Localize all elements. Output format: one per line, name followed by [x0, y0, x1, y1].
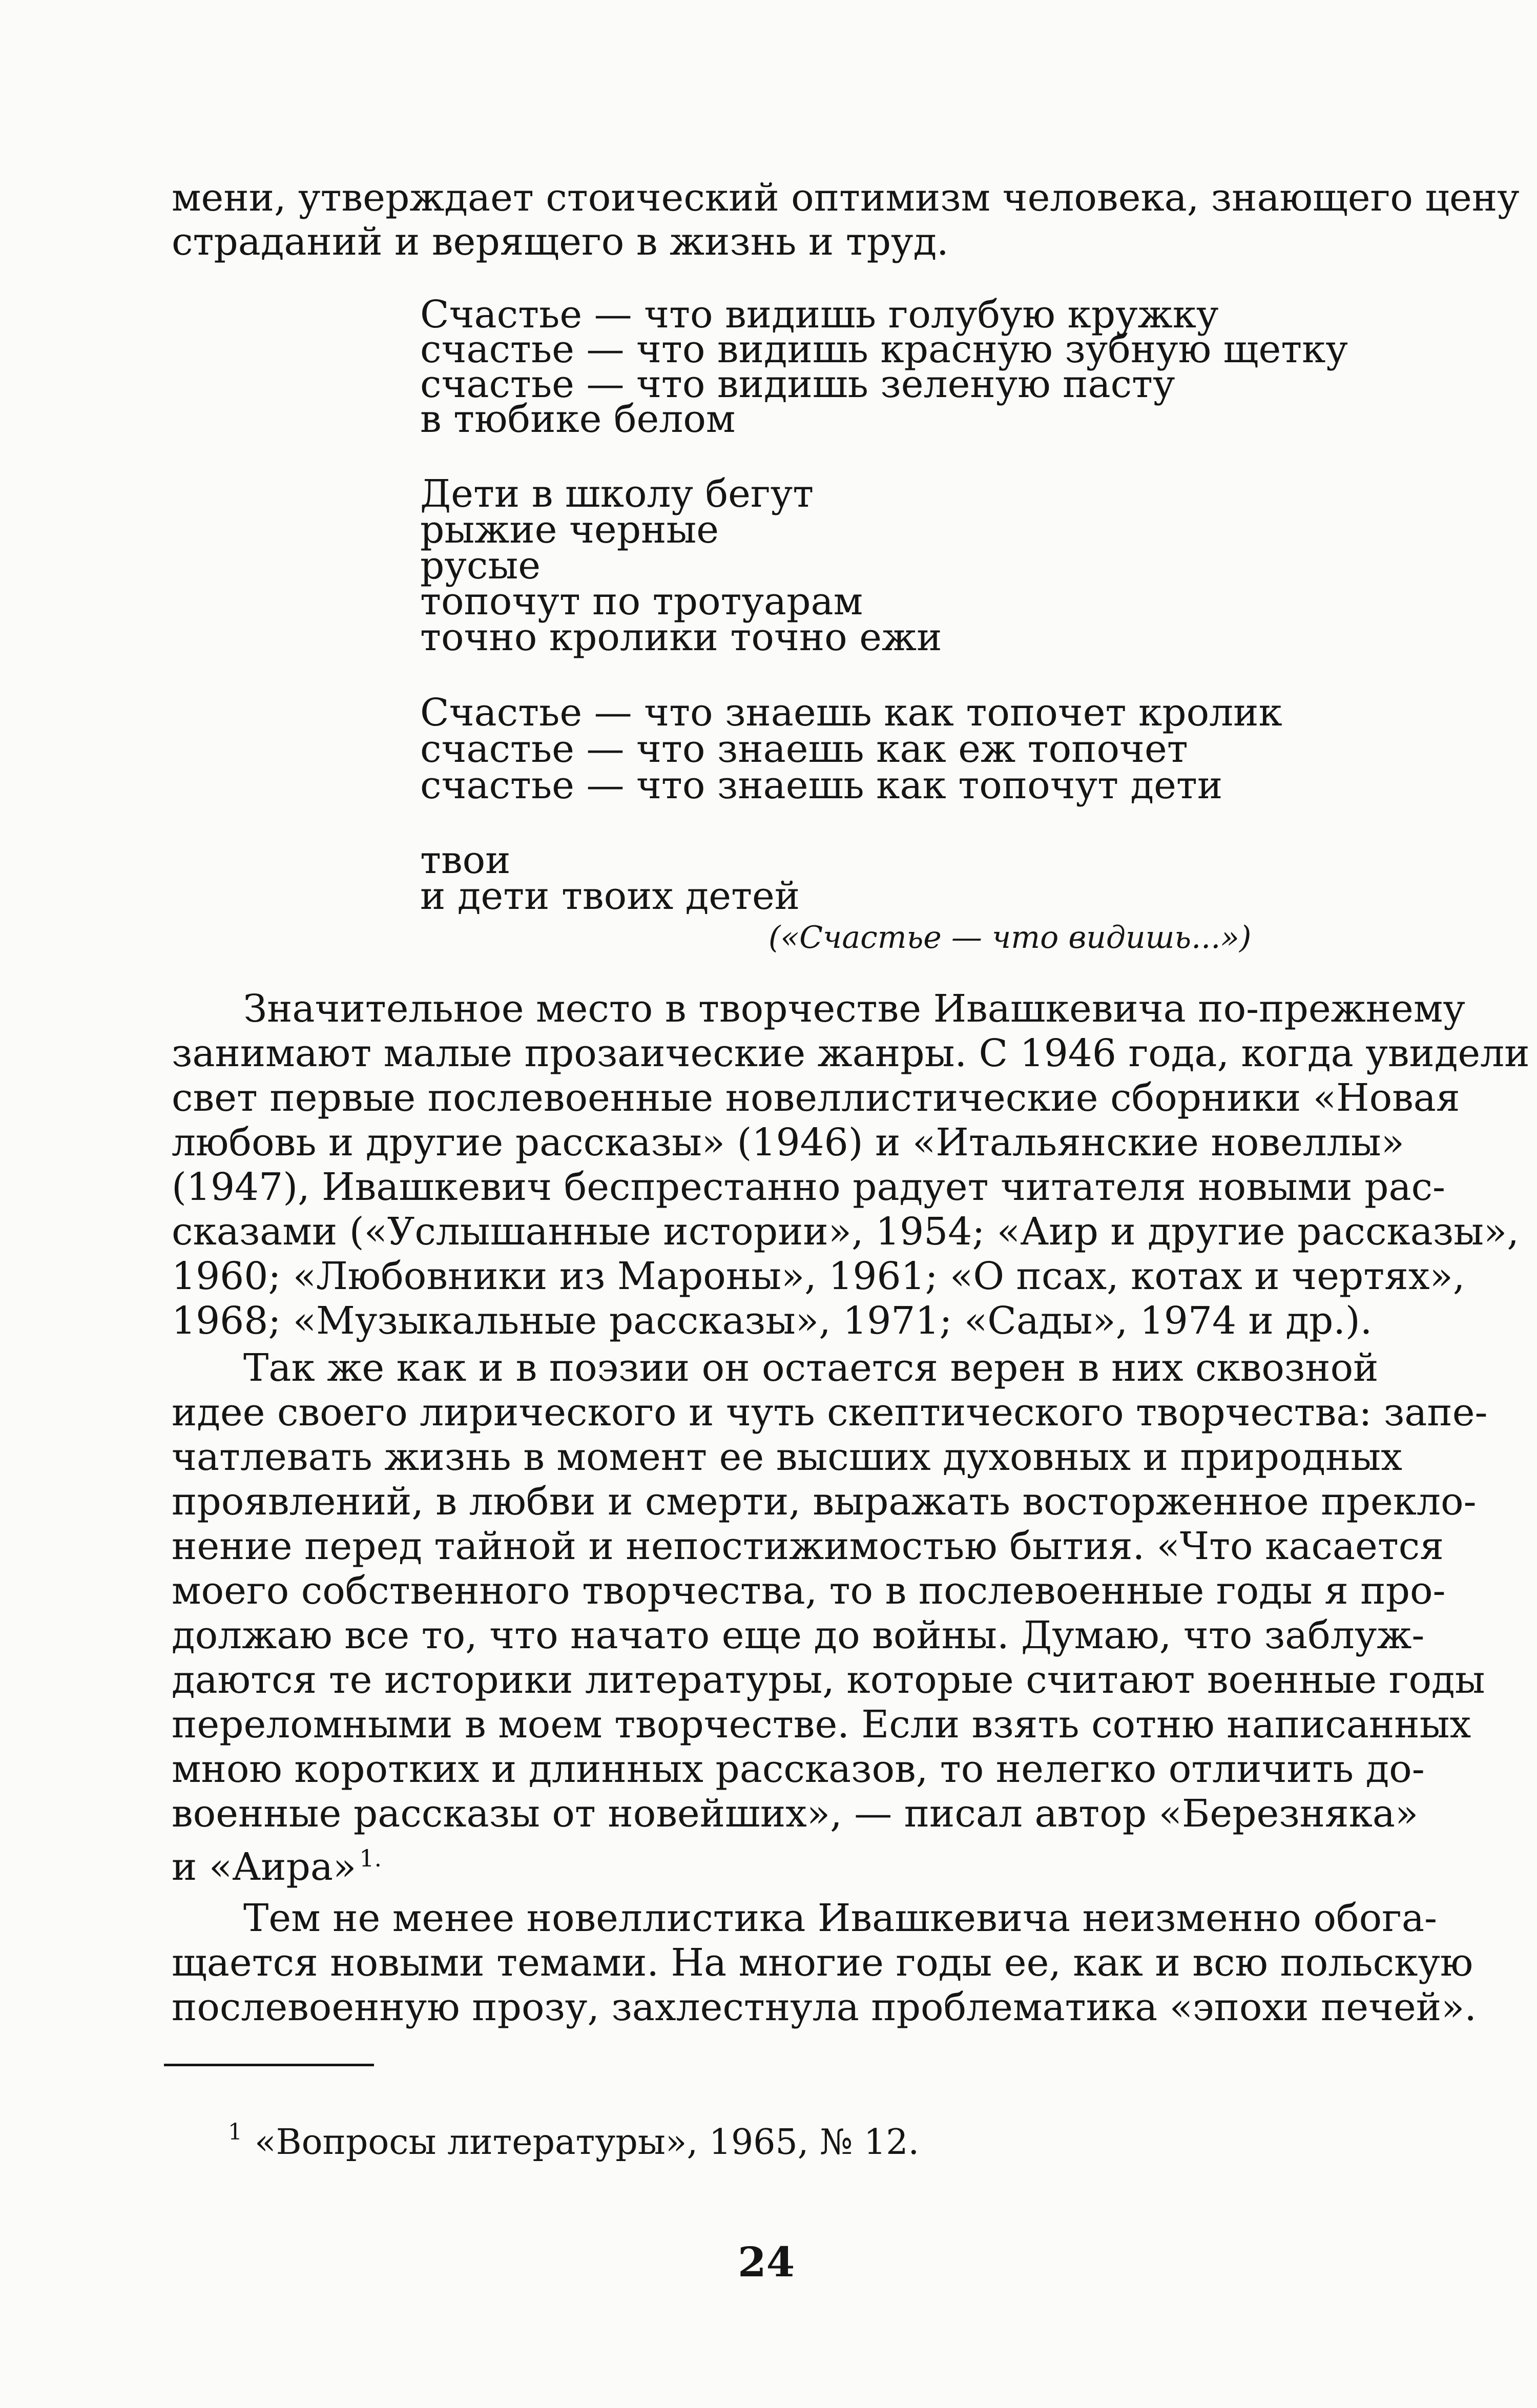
text-line: любовь и другие рассказы» (1946) и «Итальянские новеллы»	[172, 1120, 1404, 1165]
text-line	[172, 1836, 1359, 1890]
text-line: нение перед тайной и непостижимостью бытия. «Что касается	[172, 1524, 1444, 1568]
text-line: 1968; «Музыкальные рассказы», 1971; «Сады», 1974 и др.).	[172, 1299, 1373, 1343]
verse-line: счастье — что знаешь как топочут дети	[420, 763, 1223, 807]
verse-line: Счастье — что знаешь как топочет кролик	[420, 691, 1282, 735]
text-line: 1960; «Любовники из Мароны», 1961; «О псах, котах и чертях»,	[172, 1254, 1465, 1298]
text-line: свет первые послевоенные новеллистические сборники «Новая	[172, 1076, 1460, 1120]
footnote	[228, 2111, 919, 2164]
verse-line: в тюбике белом	[420, 397, 736, 441]
footnote-reference: 1.	[359, 1844, 382, 1872]
verse-line: топочут по тротуарам	[420, 579, 863, 624]
verse-line: русые	[420, 544, 541, 588]
text-line: чатлевать жизнь в момент ее высших духовных и природных	[172, 1435, 1402, 1479]
text-line: страданий и верящего в жизнь и труд.	[172, 220, 949, 264]
text-line: мною коротких и длинных рассказов, то нелегко отличить до-	[172, 1747, 1425, 1791]
text-line: военные рассказы от новейших», — писал автор «Березняка»	[172, 1792, 1419, 1836]
text-fragment: и «Аира»	[172, 1845, 357, 1889]
text-line: щается новыми темами. На многие годы ее, как и всю польскую	[172, 1941, 1473, 1985]
verse-line: Счастье — что видишь голубую кружку	[420, 293, 1219, 337]
verse-line: рыжие черные	[420, 508, 719, 552]
text-line: мени, утверждает стоический оптимизм человека, знающего цену	[172, 176, 1520, 220]
verse-line: точно кролики точно ежи	[420, 615, 942, 659]
poem-attribution: («Счастье — что видишь...»)	[768, 920, 1252, 956]
footnote-mark: 1	[228, 2119, 242, 2145]
text-line: Значительное место в творчестве Ивашкевича по-прежнему	[243, 987, 1465, 1031]
text-line: занимают малые прозаические жанры. С 1946 года, когда увидели	[172, 1031, 1530, 1075]
text-line: послевоенную прозу, захлестнула проблематика «эпохи печей».	[172, 1985, 1477, 2029]
text-line: идее своего лирического и чуть скептического творчества: запе-	[172, 1390, 1488, 1435]
verse-line: счастье — что видишь зеленую пасту	[420, 362, 1175, 406]
text-line: даются те историки литературы, которые считают военные годы	[172, 1658, 1485, 1702]
page-number: 24	[738, 2238, 795, 2286]
footnote-text: «Вопросы литературы», 1965, № 12.	[255, 2122, 920, 2163]
footnote-divider	[164, 2064, 374, 2066]
verse-line: твои	[420, 838, 511, 882]
text-line: моего собственного творчества, то в послевоенные годы я про-	[172, 1569, 1446, 1613]
text-line: Тем не менее новеллистика Ивашкевича неизменно обога-	[243, 1896, 1438, 1940]
text-line: должаю все то, что начато еще до войны. Думаю, что заблуж-	[172, 1613, 1425, 1657]
verse-line: счастье — что знаешь как еж топочет	[420, 727, 1188, 771]
text-line: (1947), Ивашкевич беспрестанно радует читателя новыми рас-	[172, 1165, 1446, 1209]
text-line: переломными в моем творчестве. Если взять сотню написанных	[172, 1703, 1471, 1747]
verse-line: и дети твоих детей	[420, 874, 800, 918]
verse-line: Дети в школу бегут	[420, 472, 814, 516]
verse-line: счастье — что видишь красную зубную щетку	[420, 327, 1348, 371]
text-line: сказами («Услышанные истории», 1954; «Аир и другие рассказы»,	[172, 1210, 1519, 1254]
text-line: проявлений, в любви и смерти, выражать восторженное прекло-	[172, 1480, 1477, 1524]
text-line: Так же как и в поэзии он остается верен в них сквозной	[243, 1346, 1379, 1390]
